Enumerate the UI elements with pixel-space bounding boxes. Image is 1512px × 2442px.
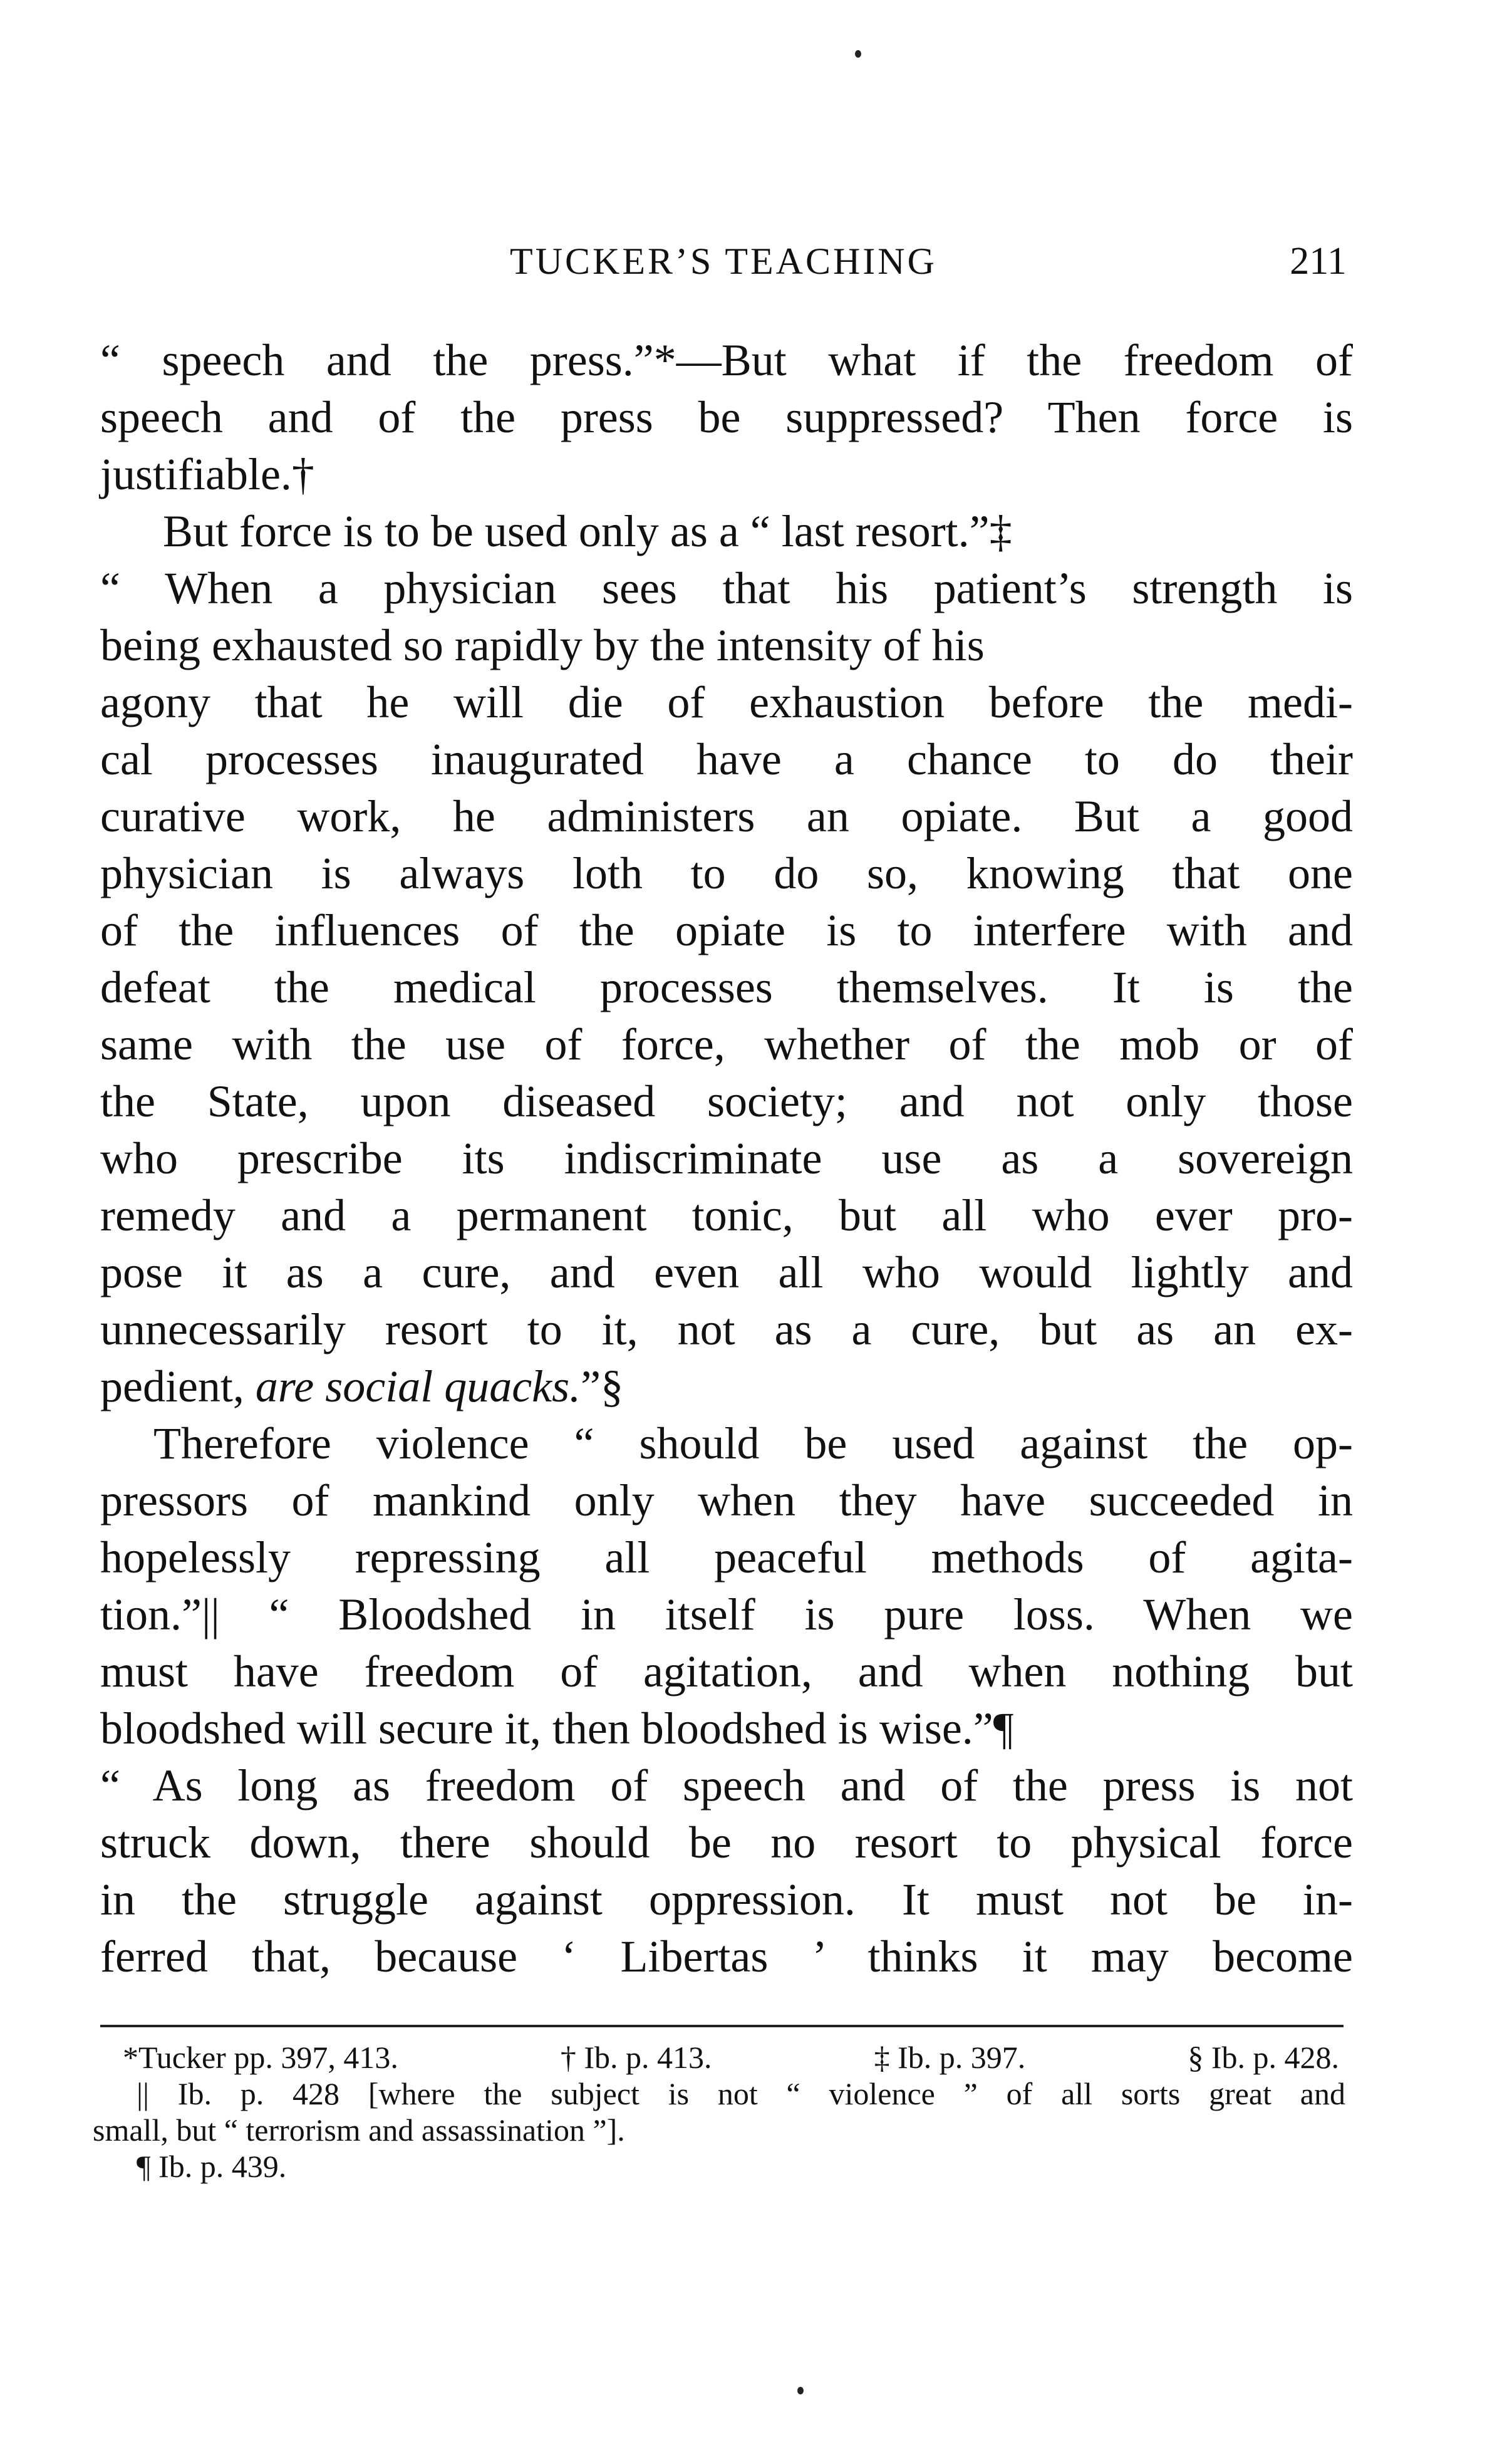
ink-speck [797, 2387, 804, 2394]
text-line: remedy and a permanent tonic, but all who ever pro- [100, 1190, 1353, 1240]
footnote: ‡ Ib. p. 397. [874, 2040, 1026, 2075]
text-line: “ speech and the press.”*—But what if the freedom of [100, 335, 1353, 385]
footnote: † Ib. p. 413. [560, 2040, 712, 2075]
text-line: hopelessly repressing all peaceful methods of agita- [100, 1532, 1353, 1582]
text-line [100, 1358, 1353, 1415]
text-line: physician is always loth to do so, knowing that one [100, 848, 1353, 898]
italic-phrase: are social quacks. [255, 1361, 581, 1411]
ink-speck [855, 50, 861, 58]
text-line: unnecessarily resort to it, not as a cure, but as an ex- [100, 1304, 1353, 1354]
footnote: *Tucker pp. 397, 413. [123, 2040, 398, 2075]
footnote-row: || Ib. p. 428 [where the subject is not “ violence ” of all sorts great and [137, 2076, 1345, 2111]
text-line: curative work, he administers an opiate. But a good [100, 791, 1353, 841]
page-number: 211 [1290, 240, 1347, 283]
text-line: cal processes inaugurated have a chance to do their [100, 734, 1353, 784]
text-line: being exhausted so rapidly by the intensity of his [100, 620, 985, 670]
text-line: pose it as a cure, and even all who would lightly and [100, 1247, 1353, 1297]
text-line: struck down, there should be no resort to physical force [100, 1817, 1353, 1868]
text-line: justifiable.† [100, 449, 314, 499]
text-line: who prescribe its indiscriminate use as a sovereign [100, 1133, 1353, 1183]
running-head [100, 233, 1347, 289]
text-line: must have freedom of agitation, and when nothing but [100, 1646, 1353, 1696]
footnote-marker: ”§ [581, 1361, 624, 1411]
text-line: in the struggle against oppression. It must not be in- [100, 1874, 1353, 1925]
footnote-row: small, but “ terrorism and assassination ”]. [93, 2112, 625, 2148]
text-line: bloodshed will secure it, then bloodshed is wise.”¶ [100, 1703, 1014, 1754]
footnote: § Ib. p. 428. [1188, 2040, 1339, 2075]
text-line: “ When a physician sees that his patient’s strength is [100, 563, 1353, 613]
text-line: agony that he will die of exhaustion before the medi- [100, 677, 1353, 727]
text-line: But force is to be used only as a “ last resort.”‡ [163, 506, 1012, 556]
text-line: same with the use of force, whether of the mob or of [100, 1019, 1353, 1069]
text-line: defeat the medical processes themselves. It is the [100, 962, 1353, 1012]
text-line: of the influences of the opiate is to interfere with and [100, 905, 1353, 955]
footnote-row: ¶ Ib. p. 439. [137, 2149, 287, 2184]
text-line: Therefore violence “ should be used against the op- [153, 1418, 1353, 1468]
footnote-rule [100, 2025, 1344, 2027]
running-title: TUCKER’S TEACHING [510, 241, 937, 282]
body-text [100, 332, 1353, 1985]
text-line: ferred that, because ‘ Libertas ’ thinks it may become [100, 1931, 1353, 1982]
footnote-row [93, 2039, 1345, 2076]
footnotes [93, 2039, 1345, 2185]
text-line: speech and of the press be suppressed? Then force is [100, 392, 1353, 442]
text-line: “ As long as freedom of speech and of the press is not [100, 1760, 1353, 1811]
text-fragment: pedient, [100, 1361, 256, 1411]
text-line: pressors of mankind only when they have succeeded in [100, 1475, 1353, 1525]
text-line: the State, upon diseased society; and not only those [100, 1076, 1353, 1126]
text-line: tion.”|| “ Bloodshed in itself is pure loss. When we [100, 1589, 1353, 1639]
